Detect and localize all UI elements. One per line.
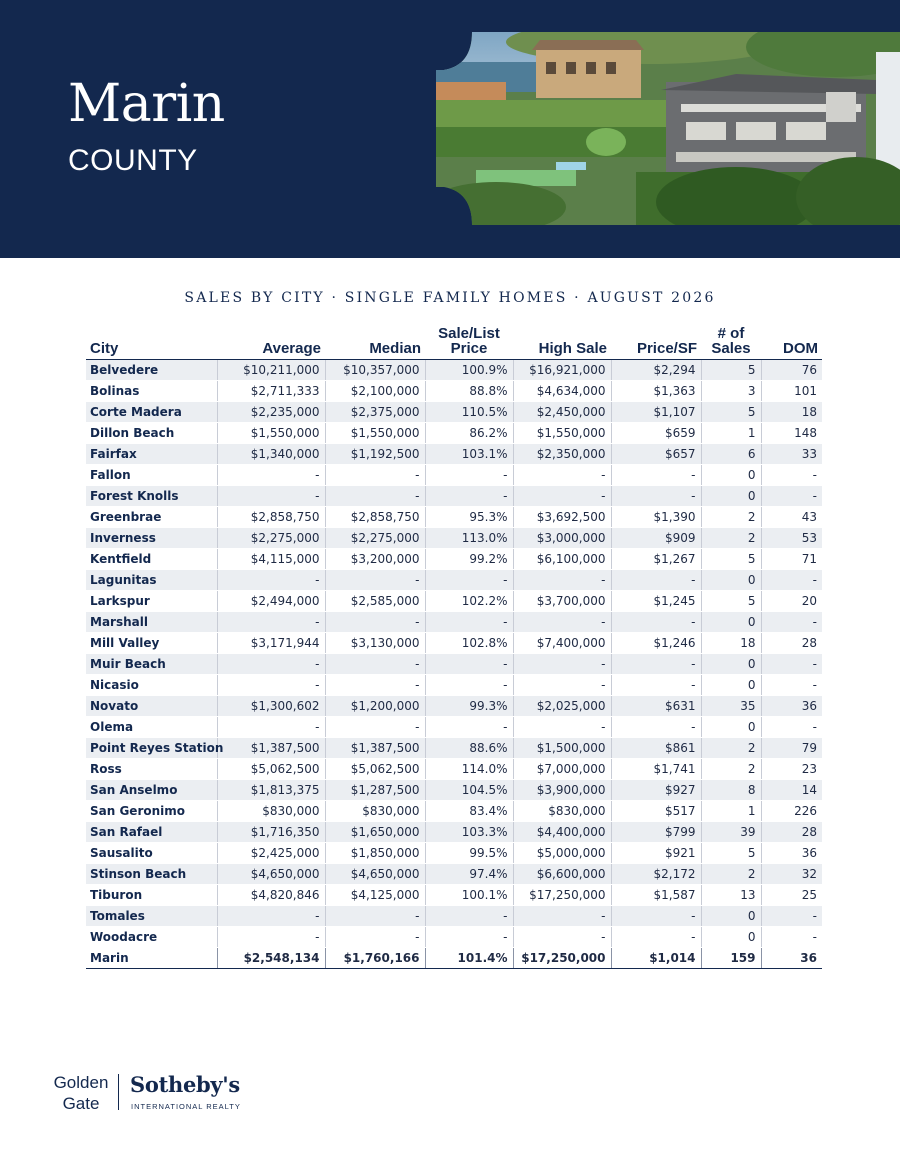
cell-high-sale: $5,000,000 (513, 843, 611, 864)
cell-dom: - (761, 612, 822, 633)
cell-price-sf: $659 (611, 423, 701, 444)
cell-price-sf: $657 (611, 444, 701, 465)
cell-median: $4,650,000 (325, 864, 425, 885)
cell-average: $2,858,750 (217, 507, 325, 528)
cell-dom: 25 (761, 885, 822, 906)
cell-dom: - (761, 927, 822, 948)
cell-city: Inverness (86, 528, 217, 549)
cell-price-sf: $921 (611, 843, 701, 864)
cell-city: Marshall (86, 612, 217, 633)
cell-median: - (325, 927, 425, 948)
cell-median: - (325, 717, 425, 738)
cell-average: $1,716,350 (217, 822, 325, 843)
cell-dom: - (761, 654, 822, 675)
cell-num-sales: 2 (701, 864, 761, 885)
total-high-sale: $17,250,000 (513, 948, 611, 969)
col-header-num-sales-line2: Sales (711, 340, 751, 357)
col-header-sale-list-price (425, 318, 513, 360)
cell-city: Point Reyes Station (86, 738, 217, 759)
cell-num-sales: 1 (701, 801, 761, 822)
cell-num-sales: 0 (701, 675, 761, 696)
cell-high-sale: $830,000 (513, 801, 611, 822)
cell-sale-list-price: 88.6% (425, 738, 513, 759)
cell-num-sales: 13 (701, 885, 761, 906)
cell-price-sf: $517 (611, 801, 701, 822)
col-header-sale-list-line1: Sale/List (438, 325, 500, 342)
cell-high-sale: - (513, 570, 611, 591)
cell-high-sale: $6,600,000 (513, 864, 611, 885)
cell-price-sf: $909 (611, 528, 701, 549)
cell-high-sale: $6,100,000 (513, 549, 611, 570)
cell-average: $2,275,000 (217, 528, 325, 549)
cell-median: $10,357,000 (325, 360, 425, 381)
cell-high-sale: - (513, 612, 611, 633)
cell-city: Olema (86, 717, 217, 738)
cell-dom: 36 (761, 843, 822, 864)
total-city: Marin (86, 948, 217, 969)
table-row (86, 360, 822, 381)
cell-num-sales: 0 (701, 717, 761, 738)
cell-high-sale: - (513, 486, 611, 507)
table-row (86, 822, 822, 843)
cell-high-sale: - (513, 465, 611, 486)
cell-city: Bolinas (86, 381, 217, 402)
cell-price-sf: $1,363 (611, 381, 701, 402)
cell-sale-list-price: 97.4% (425, 864, 513, 885)
cell-median: - (325, 612, 425, 633)
cell-sale-list-price: 104.5% (425, 780, 513, 801)
cell-average: - (217, 654, 325, 675)
cell-dom: 148 (761, 423, 822, 444)
cell-num-sales: 0 (701, 486, 761, 507)
cell-sale-list-price: - (425, 675, 513, 696)
cell-city: Tiburon (86, 885, 217, 906)
table-title: SALES BY CITY · SINGLE FAMILY HOMES · AUGUST 2026 (184, 290, 716, 306)
cell-price-sf: $1,107 (611, 402, 701, 423)
cell-num-sales: 0 (701, 654, 761, 675)
cell-price-sf: $1,390 (611, 507, 701, 528)
table-row (86, 675, 822, 696)
cell-city: Kentfield (86, 549, 217, 570)
cell-sale-list-price: 99.3% (425, 696, 513, 717)
cell-average: - (217, 486, 325, 507)
cell-num-sales: 0 (701, 906, 761, 927)
cell-median: - (325, 465, 425, 486)
cell-high-sale: $3,000,000 (513, 528, 611, 549)
table-body (86, 360, 822, 948)
cell-high-sale: $4,634,000 (513, 381, 611, 402)
cell-num-sales: 5 (701, 591, 761, 612)
cell-average: $1,813,375 (217, 780, 325, 801)
cell-sale-list-price: 99.2% (425, 549, 513, 570)
cell-dom: 18 (761, 402, 822, 423)
col-header-num-sales-line1: # of (717, 325, 745, 342)
cell-city: San Anselmo (86, 780, 217, 801)
cell-median: $2,275,000 (325, 528, 425, 549)
cell-median: $1,550,000 (325, 423, 425, 444)
cell-price-sf: $1,267 (611, 549, 701, 570)
cell-median: $1,200,000 (325, 696, 425, 717)
table-row (86, 507, 822, 528)
cell-dom: 28 (761, 633, 822, 654)
cell-price-sf: - (611, 675, 701, 696)
cell-dom: 76 (761, 360, 822, 381)
cell-city: Muir Beach (86, 654, 217, 675)
cell-city: Corte Madera (86, 402, 217, 423)
cell-sale-list-price: - (425, 612, 513, 633)
table-row (86, 906, 822, 927)
cell-median: $5,062,500 (325, 759, 425, 780)
cell-city: Ross (86, 759, 217, 780)
cell-median: - (325, 675, 425, 696)
cell-price-sf: - (611, 486, 701, 507)
cell-dom: 43 (761, 507, 822, 528)
cell-price-sf: - (611, 927, 701, 948)
cell-num-sales: 35 (701, 696, 761, 717)
cell-sale-list-price: - (425, 927, 513, 948)
cell-sale-list-price: 95.3% (425, 507, 513, 528)
cell-high-sale: $1,550,000 (513, 423, 611, 444)
col-header-sale-list-line2: Price (450, 340, 488, 357)
cell-price-sf: - (611, 570, 701, 591)
logo-golden-gate (52, 1072, 110, 1114)
cell-high-sale: $17,250,000 (513, 885, 611, 906)
table-row (86, 654, 822, 675)
cell-city: Forest Knolls (86, 486, 217, 507)
table-header-row (86, 318, 822, 360)
cell-high-sale: - (513, 906, 611, 927)
table-row (86, 717, 822, 738)
table-row (86, 759, 822, 780)
cell-average: $3,171,944 (217, 633, 325, 654)
cell-price-sf: $1,587 (611, 885, 701, 906)
cell-city: Tomales (86, 906, 217, 927)
cell-sale-list-price: 83.4% (425, 801, 513, 822)
cell-median: $2,585,000 (325, 591, 425, 612)
cell-average: - (217, 675, 325, 696)
cell-num-sales: 2 (701, 528, 761, 549)
table-row (86, 570, 822, 591)
total-dom: 36 (761, 948, 822, 969)
page-title: Marin (68, 74, 225, 134)
cell-average: - (217, 906, 325, 927)
cell-city: Mill Valley (86, 633, 217, 654)
table-row (86, 402, 822, 423)
cell-num-sales: 5 (701, 549, 761, 570)
table-row (86, 864, 822, 885)
cell-price-sf: - (611, 654, 701, 675)
total-average: $2,548,134 (217, 948, 325, 969)
cell-price-sf: $861 (611, 738, 701, 759)
col-header-high-sale: High Sale (513, 318, 611, 360)
cell-city: Lagunitas (86, 570, 217, 591)
cell-high-sale: - (513, 675, 611, 696)
cell-sale-list-price: 110.5% (425, 402, 513, 423)
cell-dom: - (761, 486, 822, 507)
cell-median: $3,130,000 (325, 633, 425, 654)
cell-num-sales: 18 (701, 633, 761, 654)
cell-sale-list-price: 100.9% (425, 360, 513, 381)
cell-sale-list-price: 103.3% (425, 822, 513, 843)
cell-num-sales: 3 (701, 381, 761, 402)
cell-dom: - (761, 675, 822, 696)
cell-average: - (217, 570, 325, 591)
col-header-median: Median (325, 318, 425, 360)
total-num-sales: 159 (701, 948, 761, 969)
cell-median: - (325, 570, 425, 591)
cell-average: $2,425,000 (217, 843, 325, 864)
cell-high-sale: $16,921,000 (513, 360, 611, 381)
cell-dom: 226 (761, 801, 822, 822)
logo-gate: Gate (62, 1094, 100, 1113)
cell-city: Fallon (86, 465, 217, 486)
cell-sale-list-price: - (425, 717, 513, 738)
cell-dom: 101 (761, 381, 822, 402)
cell-high-sale: $3,700,000 (513, 591, 611, 612)
cell-price-sf: $1,741 (611, 759, 701, 780)
cell-num-sales: 5 (701, 843, 761, 864)
cell-dom: 53 (761, 528, 822, 549)
cell-price-sf: $2,294 (611, 360, 701, 381)
logo-subtitle: INTERNATIONAL REALTY (131, 1102, 241, 1111)
cell-city: Novato (86, 696, 217, 717)
cell-average: - (217, 927, 325, 948)
cell-average: $1,340,000 (217, 444, 325, 465)
sales-table (86, 318, 822, 969)
cell-price-sf: $631 (611, 696, 701, 717)
cell-average: $1,300,602 (217, 696, 325, 717)
table-row (86, 843, 822, 864)
cell-num-sales: 0 (701, 465, 761, 486)
cell-median: $1,387,500 (325, 738, 425, 759)
cell-price-sf: $1,246 (611, 633, 701, 654)
cell-average: $4,650,000 (217, 864, 325, 885)
cell-num-sales: 2 (701, 759, 761, 780)
cell-high-sale: $3,900,000 (513, 780, 611, 801)
cell-sale-list-price: - (425, 465, 513, 486)
cell-dom: 79 (761, 738, 822, 759)
cell-high-sale: $7,400,000 (513, 633, 611, 654)
cell-high-sale: $2,025,000 (513, 696, 611, 717)
table-total-row (86, 948, 822, 969)
cell-sale-list-price: 103.1% (425, 444, 513, 465)
col-header-city: City (86, 318, 217, 360)
total-price-sf: $1,014 (611, 948, 701, 969)
cell-num-sales: 6 (701, 444, 761, 465)
table-row (86, 486, 822, 507)
cell-sale-list-price: 102.2% (425, 591, 513, 612)
cell-sale-list-price: 88.8% (425, 381, 513, 402)
cell-sale-list-price: 99.5% (425, 843, 513, 864)
cell-dom: 14 (761, 780, 822, 801)
page-subtitle: COUNTY (68, 144, 198, 177)
cell-city: Larkspur (86, 591, 217, 612)
cell-sale-list-price: - (425, 570, 513, 591)
cell-dom: 36 (761, 696, 822, 717)
cell-price-sf: - (611, 717, 701, 738)
cell-city: San Geronimo (86, 801, 217, 822)
cell-dom: 33 (761, 444, 822, 465)
table-row (86, 444, 822, 465)
total-median: $1,760,166 (325, 948, 425, 969)
cell-num-sales: 39 (701, 822, 761, 843)
cell-average: - (217, 717, 325, 738)
cell-average: $1,387,500 (217, 738, 325, 759)
cell-median: $2,100,000 (325, 381, 425, 402)
cell-city: Stinson Beach (86, 864, 217, 885)
cell-city: Greenbrae (86, 507, 217, 528)
cell-average: $4,115,000 (217, 549, 325, 570)
cell-median: $830,000 (325, 801, 425, 822)
cell-price-sf: - (611, 612, 701, 633)
cell-high-sale: - (513, 927, 611, 948)
cell-dom: - (761, 570, 822, 591)
col-header-num-sales (701, 318, 761, 360)
cell-median: $2,858,750 (325, 507, 425, 528)
cell-dom: 20 (761, 591, 822, 612)
cell-sale-list-price: 86.2% (425, 423, 513, 444)
cell-high-sale: $4,400,000 (513, 822, 611, 843)
logo-golden: Golden (53, 1073, 109, 1092)
cell-sale-list-price: - (425, 486, 513, 507)
cell-city: Dillon Beach (86, 423, 217, 444)
cell-num-sales: 0 (701, 612, 761, 633)
cell-average: $2,235,000 (217, 402, 325, 423)
cell-average: $4,820,846 (217, 885, 325, 906)
cell-city: Belvedere (86, 360, 217, 381)
cell-city: Nicasio (86, 675, 217, 696)
cell-average: - (217, 465, 325, 486)
cell-high-sale: $2,450,000 (513, 402, 611, 423)
cell-num-sales: 0 (701, 927, 761, 948)
table-row (86, 780, 822, 801)
cell-high-sale: - (513, 717, 611, 738)
table-row (86, 612, 822, 633)
hero-photo (436, 32, 900, 225)
logo-sothebys: Sotheby's (130, 1072, 240, 1097)
cell-dom: 28 (761, 822, 822, 843)
logo-divider (118, 1074, 119, 1110)
table-row (86, 927, 822, 948)
cell-price-sf: - (611, 906, 701, 927)
cell-city: San Rafael (86, 822, 217, 843)
cell-price-sf: $927 (611, 780, 701, 801)
cell-high-sale: $7,000,000 (513, 759, 611, 780)
cell-city: Fairfax (86, 444, 217, 465)
cell-sale-list-price: - (425, 654, 513, 675)
cell-sale-list-price: - (425, 906, 513, 927)
cell-num-sales: 1 (701, 423, 761, 444)
table-row (86, 801, 822, 822)
table-row (86, 465, 822, 486)
cell-num-sales: 2 (701, 738, 761, 759)
cell-num-sales: 5 (701, 402, 761, 423)
cell-high-sale: - (513, 654, 611, 675)
table-row (86, 591, 822, 612)
cell-median: $2,375,000 (325, 402, 425, 423)
cell-dom: 32 (761, 864, 822, 885)
cell-sale-list-price: 113.0% (425, 528, 513, 549)
cell-num-sales: 2 (701, 507, 761, 528)
cell-sale-list-price: 100.1% (425, 885, 513, 906)
cell-median: $1,650,000 (325, 822, 425, 843)
cell-median: $1,850,000 (325, 843, 425, 864)
cell-high-sale: $3,692,500 (513, 507, 611, 528)
cell-num-sales: 8 (701, 780, 761, 801)
cell-sale-list-price: 114.0% (425, 759, 513, 780)
cell-dom: - (761, 717, 822, 738)
cell-dom: - (761, 465, 822, 486)
cell-dom: 23 (761, 759, 822, 780)
table-row (86, 885, 822, 906)
header-banner (0, 0, 900, 258)
cell-price-sf: $1,245 (611, 591, 701, 612)
cell-price-sf: - (611, 465, 701, 486)
col-header-price-sf: Price/SF (611, 318, 701, 360)
cell-price-sf: $799 (611, 822, 701, 843)
cell-median: - (325, 654, 425, 675)
table-row (86, 423, 822, 444)
table-row (86, 696, 822, 717)
brand-logo (52, 1072, 292, 1114)
cell-city: Woodacre (86, 927, 217, 948)
cell-average: $2,494,000 (217, 591, 325, 612)
cell-sale-list-price: 102.8% (425, 633, 513, 654)
cell-median: - (325, 906, 425, 927)
cell-median: $3,200,000 (325, 549, 425, 570)
cell-city: Sausalito (86, 843, 217, 864)
cell-num-sales: 5 (701, 360, 761, 381)
cell-dom: - (761, 906, 822, 927)
cell-dom: 71 (761, 549, 822, 570)
cell-median: $1,192,500 (325, 444, 425, 465)
table-row (86, 528, 822, 549)
cell-average: $1,550,000 (217, 423, 325, 444)
cell-average: - (217, 612, 325, 633)
cell-average: $2,711,333 (217, 381, 325, 402)
cell-median: $1,287,500 (325, 780, 425, 801)
table-row (86, 381, 822, 402)
cell-high-sale: $1,500,000 (513, 738, 611, 759)
cell-num-sales: 0 (701, 570, 761, 591)
table-row (86, 738, 822, 759)
cell-median: $4,125,000 (325, 885, 425, 906)
cell-average: $5,062,500 (217, 759, 325, 780)
cell-high-sale: $2,350,000 (513, 444, 611, 465)
cell-average: $830,000 (217, 801, 325, 822)
total-sale-list-price: 101.4% (425, 948, 513, 969)
cell-average: $10,211,000 (217, 360, 325, 381)
cell-median: - (325, 486, 425, 507)
cell-price-sf: $2,172 (611, 864, 701, 885)
col-header-dom: DOM (761, 318, 822, 360)
table-row (86, 549, 822, 570)
col-header-average: Average (217, 318, 325, 360)
table-row (86, 633, 822, 654)
